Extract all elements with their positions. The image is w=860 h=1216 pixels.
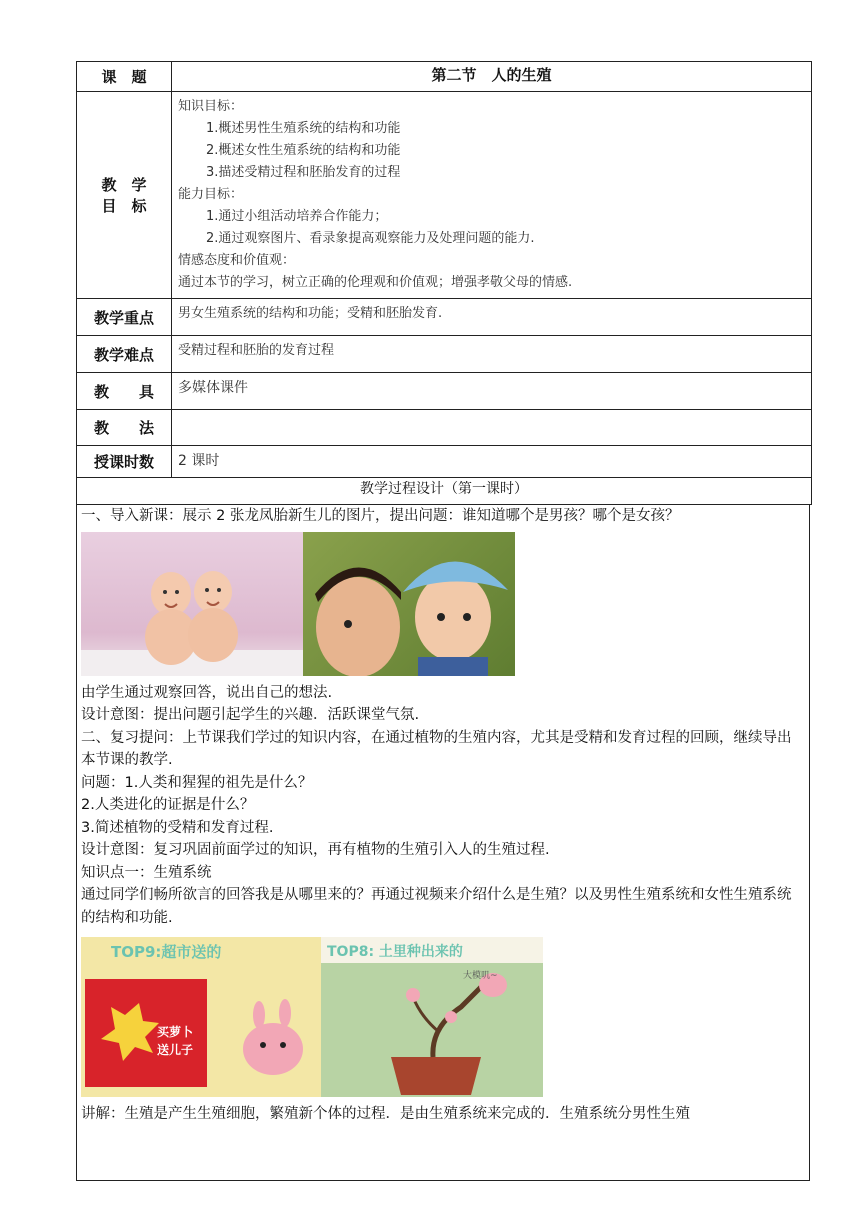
paragraph: 通过同学们畅所欲言的回答我是从哪里来的？再通过视频来介绍什么是生殖？以及男性生殖系统和女性生殖系统的结构和功能. (81, 887, 792, 926)
cartoon2-illustration (321, 937, 543, 1097)
paragraph: 设计意图：提出问题引起学生的兴趣．活跃课堂气氛. (81, 707, 420, 723)
process-body (76, 505, 810, 1181)
knowledge-item: 1.概述男性生殖系统的结构和功能 (206, 121, 401, 136)
lesson-plan (76, 61, 812, 1181)
cartoon1-sign-2: 送儿子 (157, 1043, 194, 1057)
paragraph: 2.人类进化的证据是什么？ (81, 797, 255, 813)
paragraph: 二、复习提问：上节课我们学过的知识内容，在通过植物的生殖内容，尤其是受精和发育过程的回顾，继续导出本节课的教学. (81, 729, 792, 768)
paragraph: 由学生通过观察回答，说出自己的想法. (81, 684, 333, 701)
cartoon1-title: TOP9:超市送的 (111, 943, 222, 961)
boy-girl-photo (303, 532, 515, 676)
goals-label: 教 学 目 标 (77, 92, 172, 299)
topic-value: 第二节 人的生殖 (172, 62, 812, 92)
paragraph: 知识点一：生殖系统 (81, 864, 212, 881)
cartoon1-illustration (81, 937, 321, 1097)
cartoon-images (81, 937, 805, 1097)
knowledge-item: 3.描述受精过程和胚胎发育的过程 (206, 165, 401, 180)
emotion-head: 情感态度和价值观： (178, 253, 296, 268)
tools-value: 多媒体课件 (172, 373, 812, 410)
ability-item: 1.通过小组活动培养合作能力； (206, 209, 388, 224)
tools-label: 教 具 (77, 373, 172, 410)
paragraph: 3.简述植物的受精和发育过程. (81, 819, 274, 836)
cartoon2-note: 大模叽~ (463, 971, 498, 981)
twin-babies-photo (81, 532, 303, 676)
ability-head: 能力目标： (178, 187, 244, 202)
ability-item: 2.通过观察图片、看录象提高观察能力及处理问题的能力. (206, 231, 535, 246)
method-value (172, 410, 812, 446)
paragraph: 设计意图：复习巩固前面学过的知识，再有植物的生殖引入人的生殖过程. (81, 842, 550, 858)
emotion-text: 通过本节的学习，树立正确的伦理观和价值观；增强孝敬父母的情感. (178, 275, 573, 290)
twin-babies-illustration (81, 532, 303, 676)
cartoon2-title: TOP8: 土里种出来的 (327, 944, 463, 960)
knowledge-item: 2.概述女性生殖系统的结构和功能 (206, 143, 401, 158)
topic-label: 课 题 (77, 62, 172, 92)
cartoon1-sign-1: 买萝卜 (157, 1025, 194, 1039)
knowledge-head: 知识目标： (178, 99, 244, 114)
lesson-info-table (76, 61, 812, 505)
children-illustration (303, 532, 515, 676)
hours-value: 2 课时 (172, 446, 812, 478)
hours-label: 授课时数 (77, 446, 172, 478)
key-label: 教学重点 (77, 299, 172, 336)
twins-photos (81, 532, 805, 676)
paragraph: 讲解：生殖是产生生殖细胞，繁殖新个体的过程．是由生殖系统来完成的．生殖系统分男性生殖 (81, 1106, 690, 1122)
process-title: 教学过程设计（第一课时） (77, 478, 812, 505)
difficulty-value: 受精过程和胚胎的发育过程 (172, 336, 812, 373)
key-value: 男女生殖系统的结构和功能；受精和胚胎发育. (172, 299, 812, 336)
cartoon-supermarket (81, 937, 321, 1097)
paragraph: 问题：1.人类和猩猩的祖先是什么？ (81, 774, 313, 791)
goals-content (172, 92, 812, 299)
cartoon-planted (321, 937, 543, 1097)
paragraph: 一、导入新课：展示 2 张龙凤胎新生儿的图片，提出问题：谁知道哪个是男孩？哪个是女孩？ (81, 508, 680, 524)
method-label: 教 法 (77, 410, 172, 446)
difficulty-label: 教学难点 (77, 336, 172, 373)
